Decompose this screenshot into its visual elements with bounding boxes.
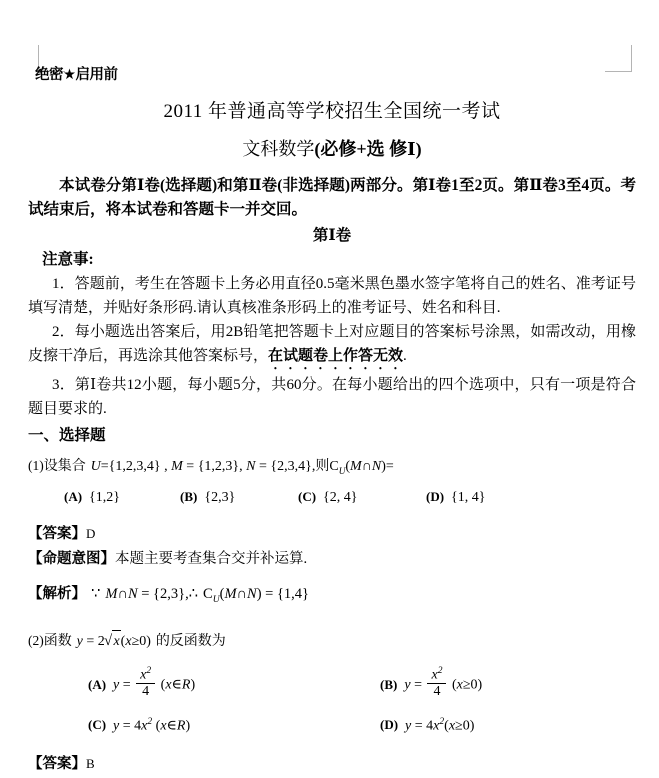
subtitle-subject: 文科数学 (242, 138, 315, 159)
notice-item-1: 1．答题前，考生在答题卡上务必用直径0.5毫米黑色墨水签字笔将自己的姓名、准考证号填写清楚，并贴好条形码.请认真核准条形码上的准考证号、姓名和科目. (28, 275, 636, 316)
question-1-stem-math: U={1,2,3,4} , M = {1,2,3}, N = {2,3,4}, (90, 458, 316, 474)
option-c-label: (C) (298, 488, 317, 504)
question-1-analysis (28, 581, 636, 608)
question-2-options (88, 665, 636, 735)
answer-value: D (86, 525, 96, 541)
question-1-stem (28, 455, 636, 479)
question-1-option-a[interactable] (64, 489, 180, 506)
question-2-stem-suffix: 的反函数为 (155, 634, 226, 650)
choice-section-heading: 一、选择题 (28, 426, 106, 444)
exam-title: 2011 年普通高等学校招生全国统一考试 (163, 100, 501, 122)
secret-notice: 绝密★启用前 (35, 67, 118, 83)
option-b-formula: y = $\frac{x^2}{4}$ (x≥0) (404, 665, 483, 700)
notice-item-2-suffix: . (403, 347, 407, 364)
question-2-stem-math: y = 2 √ x(x≥0) (77, 634, 151, 649)
option-b-value: {2,3} (204, 489, 236, 505)
answer-label: 【答案】 (28, 756, 86, 773)
question-2-option-b[interactable] (380, 665, 483, 703)
option-c-label: (C) (88, 717, 107, 733)
question-2-options-row-2 (88, 717, 636, 735)
notice-item-2 (28, 320, 636, 373)
option-a-formula: y = $\frac{x^2}{4}$ (x∈R) (113, 665, 196, 700)
option-a-label: (A) (64, 488, 83, 504)
question-2-number: (2) (28, 633, 44, 649)
option-b-label: (B) (380, 677, 398, 693)
analysis-math: ∵ M∩N = {2,3},∴ $C_U(M\cap N) = \{1,4\}$ (91, 586, 310, 606)
question-1-stem-then: 则 (315, 458, 330, 474)
notice-item-2-emphasis: 在试题卷上作答无效 (268, 347, 404, 364)
question-1-option-b[interactable] (180, 489, 298, 506)
option-d-value: {1, 4} (451, 489, 486, 505)
question-2-answer (28, 752, 636, 777)
option-b-label: (B) (180, 488, 198, 504)
option-d-label: (D) (426, 488, 445, 504)
option-a-label: (A) (88, 677, 107, 693)
question-1-answer (28, 522, 636, 547)
volume-heading: 第Ⅰ卷 (312, 227, 352, 245)
question-2-option-a[interactable] (88, 665, 380, 703)
question-1-option-c[interactable] (298, 489, 426, 506)
option-c-value: {2, 4} (323, 489, 358, 505)
question-2-options-row-1 (88, 665, 636, 703)
question-1-number: (1) (28, 457, 44, 473)
option-d-formula: $y = 4x^2(x\ge 0)$ (405, 716, 475, 734)
option-a-value: {1,2} (89, 489, 120, 505)
subtitle-scope: (必修+选 修Ⅰ) (314, 138, 422, 159)
answer-value: B (86, 756, 95, 772)
question-2-option-d[interactable] (380, 717, 474, 735)
analysis-label: 【解析】 (28, 586, 86, 603)
answer-label: 【答案】 (28, 525, 86, 542)
question-2-option-c[interactable] (88, 717, 380, 735)
question-1-stem-math-tail: $C_U(M\cap N)=$ (329, 458, 394, 476)
question-1-options (64, 489, 636, 506)
option-d-label: (D) (380, 717, 399, 733)
question-2-stem-prefix: 函数 (43, 634, 72, 650)
question-1-intent (28, 547, 636, 572)
intro-paragraph: 本试卷分第Ⅰ卷(选择题)和第Ⅱ卷(非选择题)两部分。第Ⅰ卷1至2页。第Ⅱ卷3至4页。考试结束后，将本试卷和答题卡一并交回。 (28, 177, 636, 219)
notice-item-3: 3．第Ⅰ卷共12小题，每小题5分，共60分。在每小题给出的四个选项中，只有一项是符合题目要求的. (28, 376, 636, 417)
notice-heading: 注意事: (42, 251, 94, 269)
intent-label: 【命题意图】 (28, 550, 115, 567)
question-1-stem-prefix: 设集合 (43, 458, 86, 474)
question-1-option-d[interactable] (426, 489, 486, 506)
intent-text: 本题主要考查集合交并补运算. (115, 550, 308, 567)
option-c-formula: $y = 4x^2$ (x∈R) (113, 716, 191, 734)
document-content (28, 68, 636, 778)
question-2-stem (28, 630, 636, 653)
exam-subtitle (28, 138, 636, 161)
notice-item-2-prefix: 2．每小题选出答案后，用2B铅笔把答题卡上对应题目的答案标号涂黑，如需改动，用橡皮擦干净后，再选涂其他答案标号， (28, 323, 636, 364)
